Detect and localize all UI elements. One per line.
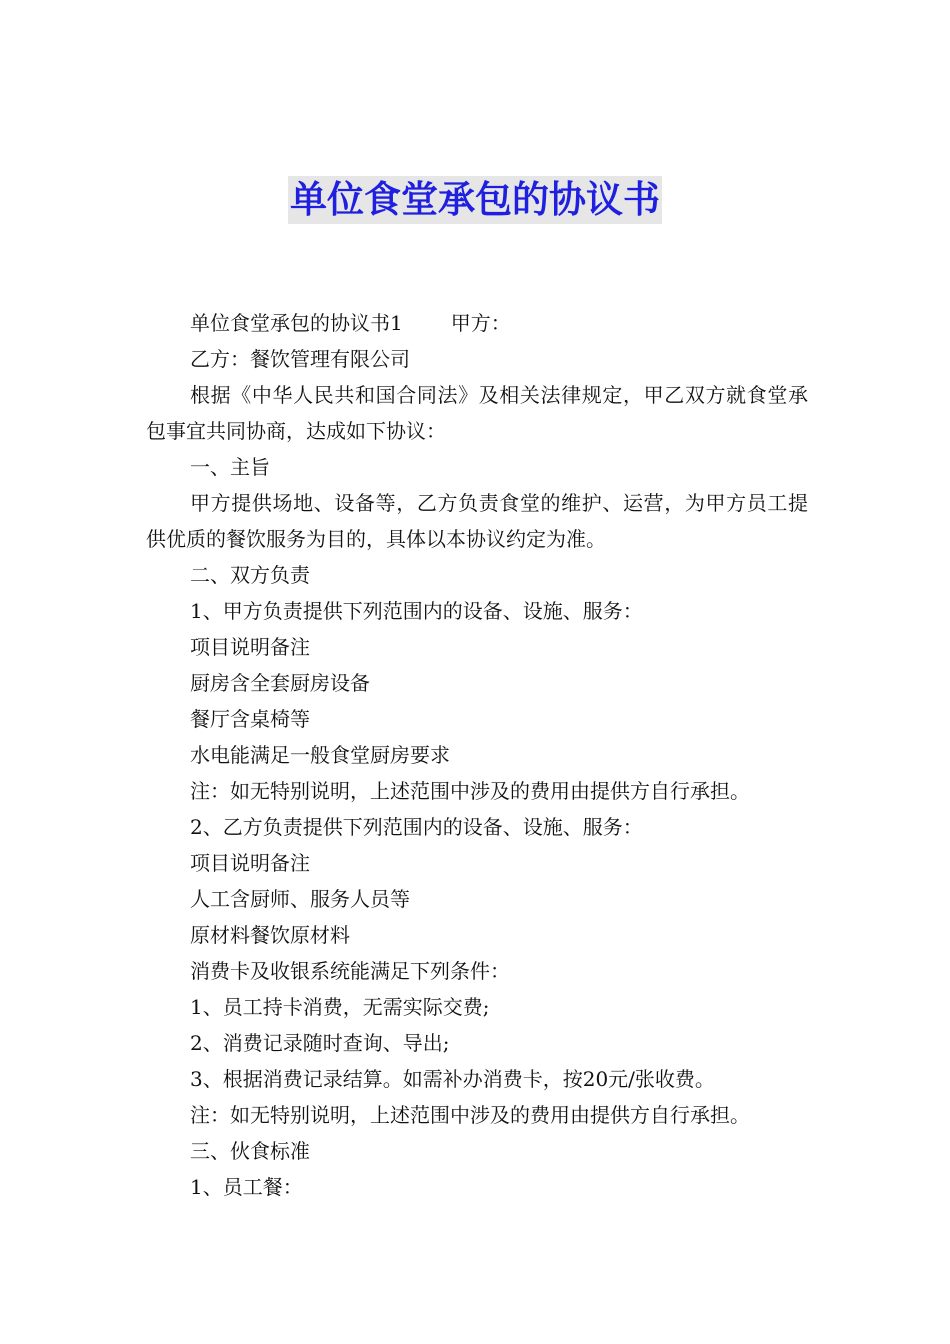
clause-party-a: 1、甲方负责提供下列范围内的设备、设施、服务：: [190, 599, 643, 623]
paragraph-legal-basis: 根据《中华人民共和国合同法》及相关法律规定，甲乙双方就食堂承包事宜共同协商，达成如下协议：: [146, 383, 808, 443]
clause-party-b: 2、乙方负责提供下列范围内的设备、设施、服务：: [190, 815, 643, 839]
table-row-utilities: 水电能满足一般食堂厨房要求: [190, 743, 450, 767]
party-a-label: 甲方：: [450, 311, 511, 335]
paragraph-card-system: 消费卡及收银系统能满足下列条件：: [190, 959, 510, 983]
table-row-labor: 人工含厨师、服务人员等: [190, 887, 410, 911]
clause-staff-meal: 1、员工餐：: [190, 1175, 303, 1199]
note-cost-b: 注：如无特别说明，上述范围中涉及的费用由提供方自行承担。: [190, 1103, 750, 1127]
intro-heading: 单位食堂承包的协议书1: [190, 311, 403, 335]
intro-line: [146, 305, 808, 341]
title-container: [0, 176, 950, 224]
list-item-card-3: 3、根据消费记录结算。如需补办消费卡，按20元/张收费。: [190, 1067, 715, 1091]
section-heading-responsibilities: 二、双方负责: [190, 563, 310, 587]
list-item-card-2: 2、消费记录随时查询、导出;: [190, 1031, 450, 1055]
paragraph-purpose: 甲方提供场地、设备等，乙方负责食堂的维护、运营，为甲方员工提供优质的餐饮服务为目的，具体以本协议约定为准。: [146, 491, 808, 551]
table-row-kitchen: 厨房含全套厨房设备: [190, 671, 370, 695]
list-item-card-1: 1、员工持卡消费，无需实际交费;: [190, 995, 490, 1019]
table-header-a: 项目说明备注: [190, 635, 310, 659]
note-cost-a: 注：如无特别说明，上述范围中涉及的费用由提供方自行承担。: [190, 779, 750, 803]
section-heading-meal-standard: 三、伙食标准: [190, 1139, 310, 1163]
section-heading-purpose: 一、主旨: [190, 455, 270, 479]
document-title: 单位食堂承包的协议书: [288, 176, 662, 224]
table-row-materials: 原材料餐饮原材料: [190, 923, 350, 947]
table-header-b: 项目说明备注: [190, 851, 310, 875]
document-body: [146, 305, 808, 1205]
table-row-dining-hall: 餐厅含桌椅等: [190, 707, 310, 731]
paragraph-party-b: 乙方：餐饮管理有限公司: [190, 347, 410, 371]
